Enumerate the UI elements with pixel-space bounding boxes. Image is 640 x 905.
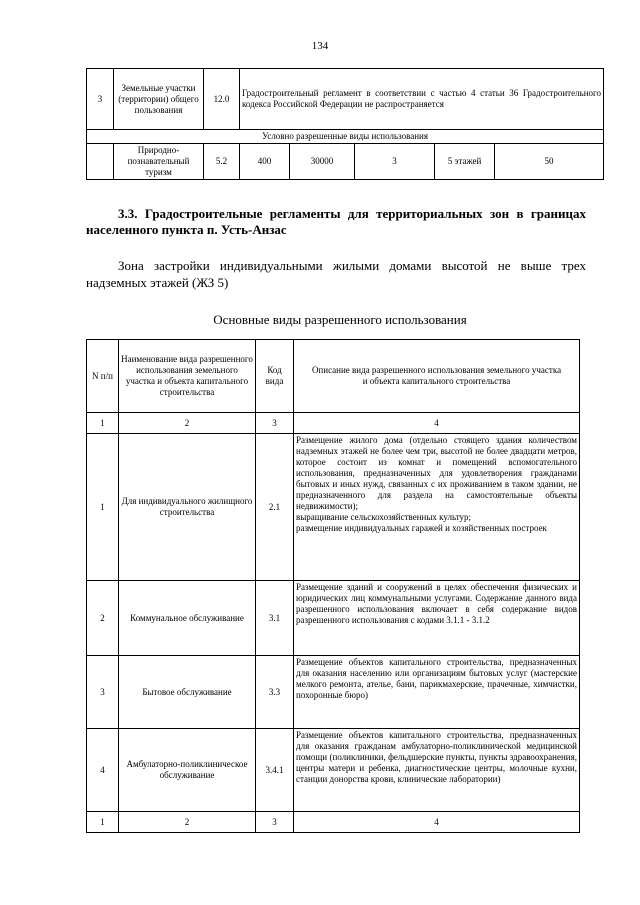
row-name: Земельные участки (территории) общего пользования [114, 69, 204, 130]
row-name: Коммунальное обслуживание [119, 581, 256, 656]
table-row [87, 144, 604, 180]
table-caption: Основные виды разрешенного использования [213, 312, 467, 327]
row-desc: Размещение объектов капитального строительства, предназначенных для оказания населению или организациям бытовых услуг (мастерские мелкого ремонта, ателье, бани, парикмахерские, прачечные, химчистки, похоронные бюро) [294, 656, 580, 729]
header-desc: Описание вида разрешенного использования земельного участка и объекта капитального строительства [294, 340, 580, 413]
numbering-cell: 1 [87, 812, 119, 833]
row-num: 3 [87, 69, 114, 130]
row-name: Амбулаторно-поликлиническое обслуживание [119, 729, 256, 812]
numbering-cell: 4 [294, 413, 580, 434]
row-num: 1 [87, 434, 119, 581]
numbering-cell: 2 [119, 413, 256, 434]
row-text: Градостроительный регламент в соответствии с частью 4 статьи 36 Градостроительного кодекса Российской Федерации не распространяется [240, 69, 604, 130]
table-row [87, 434, 580, 581]
row-code: 3.4.1 [256, 729, 294, 812]
numbering-cell: 3 [256, 413, 294, 434]
table-row [87, 729, 580, 812]
numbering-row [87, 812, 580, 833]
row-value: 400 [240, 144, 290, 180]
header-num: N п/п [87, 340, 119, 413]
table-header-row [87, 340, 580, 413]
row-desc: Размещение объектов капитального строительства, предназначенных для оказания гражданам амбулаторно-поликлинической медицинской помощи (поликлиники, фельдшерские пункты, пункты здравоохранения, центры матери и ребенка, диагностические центры, молочные кухни, станции донорства крови, клинические лаборатории) [294, 729, 580, 812]
table-row [87, 656, 580, 729]
zone-paragraph: Зона застройки индивидуальными жилыми домами высотой не выше трех надземных этажей (ЖЗ 5) [86, 258, 586, 290]
conditional-uses-header: Условно разрешенные виды использования [87, 130, 604, 144]
numbering-cell: 2 [119, 812, 256, 833]
section-heading: 3.3. Градостроительные регламенты для территориальных зон в границах населенного пункта п. Усть-Анзас [86, 206, 586, 237]
row-desc: Размещение жилого дома (отдельно стоящего здания количеством надземных этажей не более чем три, высотой не более двадцати метров, которое состоит из комнат и помещений вспомогательного использования, предназначенных для удовлетворения гражданами бытовых и иных нужд, связанных с их проживанием в таком здании, не предназначенного для раздела на самостоятельные объекты недвижимости); выращивание сельскохозяйственных культур; размещение индивидуальных гаражей и хозяйственных построек [294, 434, 580, 581]
page-number: 134 [311, 40, 329, 52]
row-code: 3.3 [256, 656, 294, 729]
row-num: 3 [87, 656, 119, 729]
table-subheader-row [87, 130, 604, 144]
row-name: Природно-познавательный туризм [114, 144, 204, 180]
row-num [87, 144, 114, 180]
row-value: 3 [355, 144, 435, 180]
table-row [87, 69, 604, 130]
row-value: 30000 [290, 144, 355, 180]
row-name: Для индивидуального жилищного строительства [119, 434, 256, 581]
row-code: 12.0 [204, 69, 240, 130]
row-value: 50 [495, 144, 604, 180]
header-code: Код вида [256, 340, 294, 413]
row-code: 2.1 [256, 434, 294, 581]
header-name: Наименование вида разрешенного использования земельного участка и объекта капитального строительства [119, 340, 256, 413]
row-desc: Размещение зданий и сооружений в целях обеспечения физических и юридических лиц коммунальными услугами. Содержание данного вида разрешенного использования включает в себя содержание видов разрешенного использования с кодами 3.1.1 - 3.1.2 [294, 581, 580, 656]
numbering-cell: 1 [87, 413, 119, 434]
main-table [86, 339, 580, 833]
row-code: 5.2 [204, 144, 240, 180]
top-table [86, 68, 604, 180]
numbering-cell: 4 [294, 812, 580, 833]
row-name: Бытовое обслуживание [119, 656, 256, 729]
numbering-row [87, 413, 580, 434]
table-row [87, 581, 580, 656]
numbering-cell: 3 [256, 812, 294, 833]
row-code: 3.1 [256, 581, 294, 656]
row-num: 2 [87, 581, 119, 656]
row-num: 4 [87, 729, 119, 812]
row-value: 5 этажей [435, 144, 495, 180]
